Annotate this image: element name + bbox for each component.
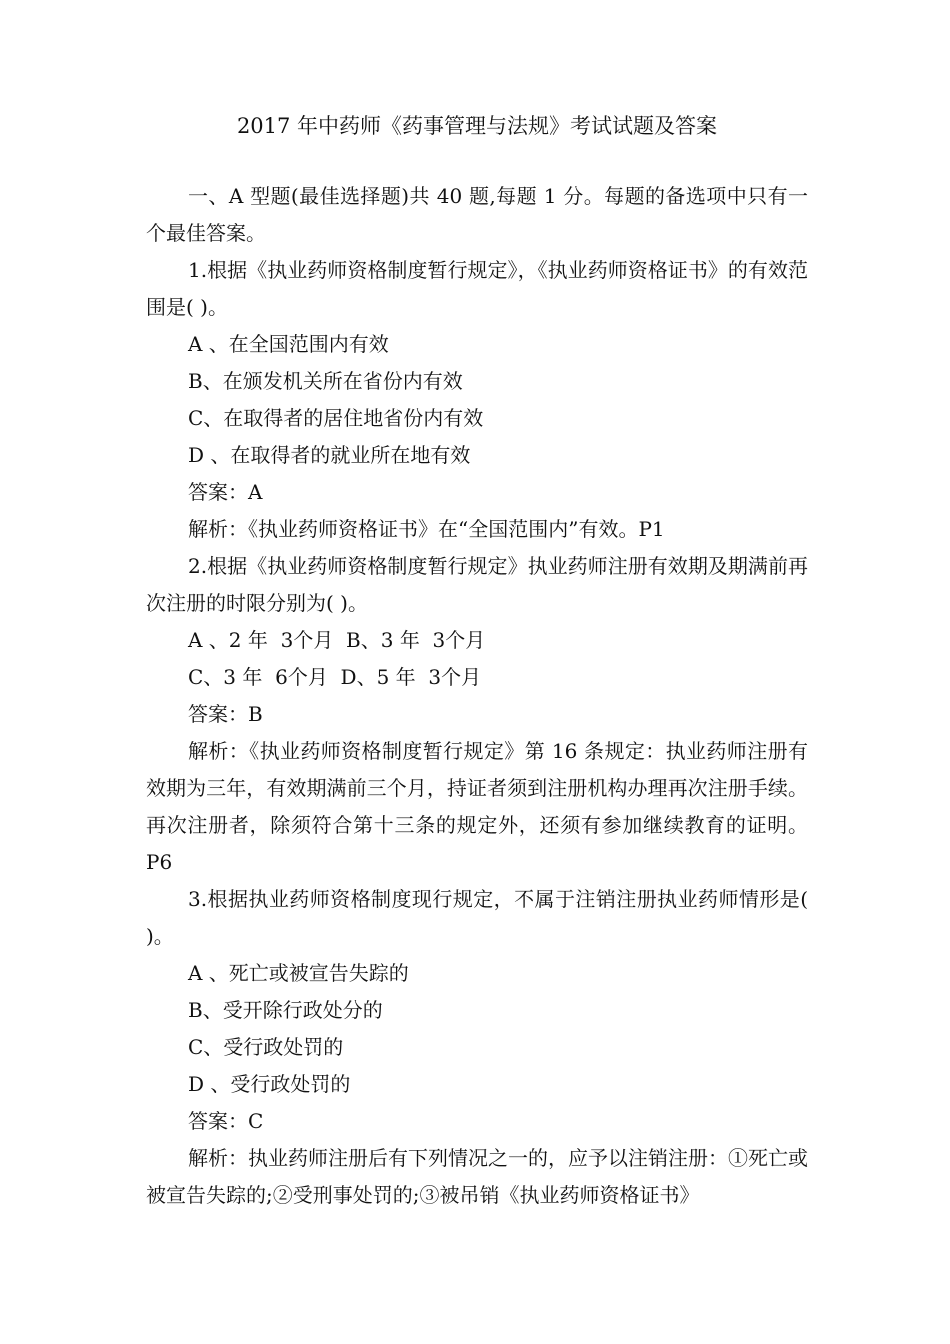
question-option: D 、受行政处罚的 [188, 1072, 351, 1096]
question-analysis: 解析：《执业药师资格制度暂行规定》第 16 条规定：执业药师注册有效期为三年，有效期满前三个月，持证者须到注册机构办理再次注册手续。再次注册者，除须符合第十三条的规定外，还须有参加继续教育的证明。P6 [146, 739, 808, 874]
question-option: B、受开除行政处分的 [188, 998, 383, 1022]
question-option: C、在取得者的居住地省份内有效 [188, 406, 484, 430]
question-option: C、受行政处罚的 [188, 1035, 344, 1059]
question-analysis: 解析：《执业药师资格证书》在“全国范围内”有效。P1 [188, 517, 665, 541]
question-stem: 1.根据《执业药师资格制度暂行规定》，《执业药师资格证书》的有效范围是( )。 [146, 258, 808, 319]
question-option: B、在颁发机关所在省份内有效 [188, 369, 463, 393]
question-answer: 答案：B [188, 702, 263, 726]
section-intro: 一、A 型题(最佳选择题)共 40 题,每题 1 分。每题的备选项中只有一个最佳答案。 [146, 184, 808, 245]
question-stem: 3.根据执业药师资格制度现行规定，不属于注销注册执业药师情形是( )。 [146, 887, 815, 948]
question-2 [146, 548, 808, 881]
question-option: C、3 年 6个月 D、5 年 3个月 [188, 665, 482, 689]
document-title: 2017 年中药师《药事管理与法规》考试试题及答案 [236, 114, 718, 138]
question-3 [146, 881, 815, 1214]
question-option: A 、死亡或被宣告失踪的 [188, 961, 409, 985]
question-stem: 2.根据《执业药师资格制度暂行规定》执业药师注册有效期及期满前再次注册的时限分别为( )。 [146, 554, 808, 615]
question-answer: 答案：A [188, 480, 263, 504]
question-option: A 、在全国范围内有效 [188, 332, 389, 356]
question-analysis: 解析：执业药师注册后有下列情况之一的，应予以注销注册：①死亡或被宣告失踪的;②受刑事处罚的;③被吊销《执业药师资格证书》 [146, 1146, 808, 1207]
question-answer: 答案：C [188, 1109, 264, 1133]
document-page [146, 108, 815, 1214]
question-1 [146, 252, 808, 548]
question-option: D 、在取得者的就业所在地有效 [188, 443, 471, 467]
question-option: A 、2 年 3个月 B、3 年 3个月 [188, 628, 486, 652]
